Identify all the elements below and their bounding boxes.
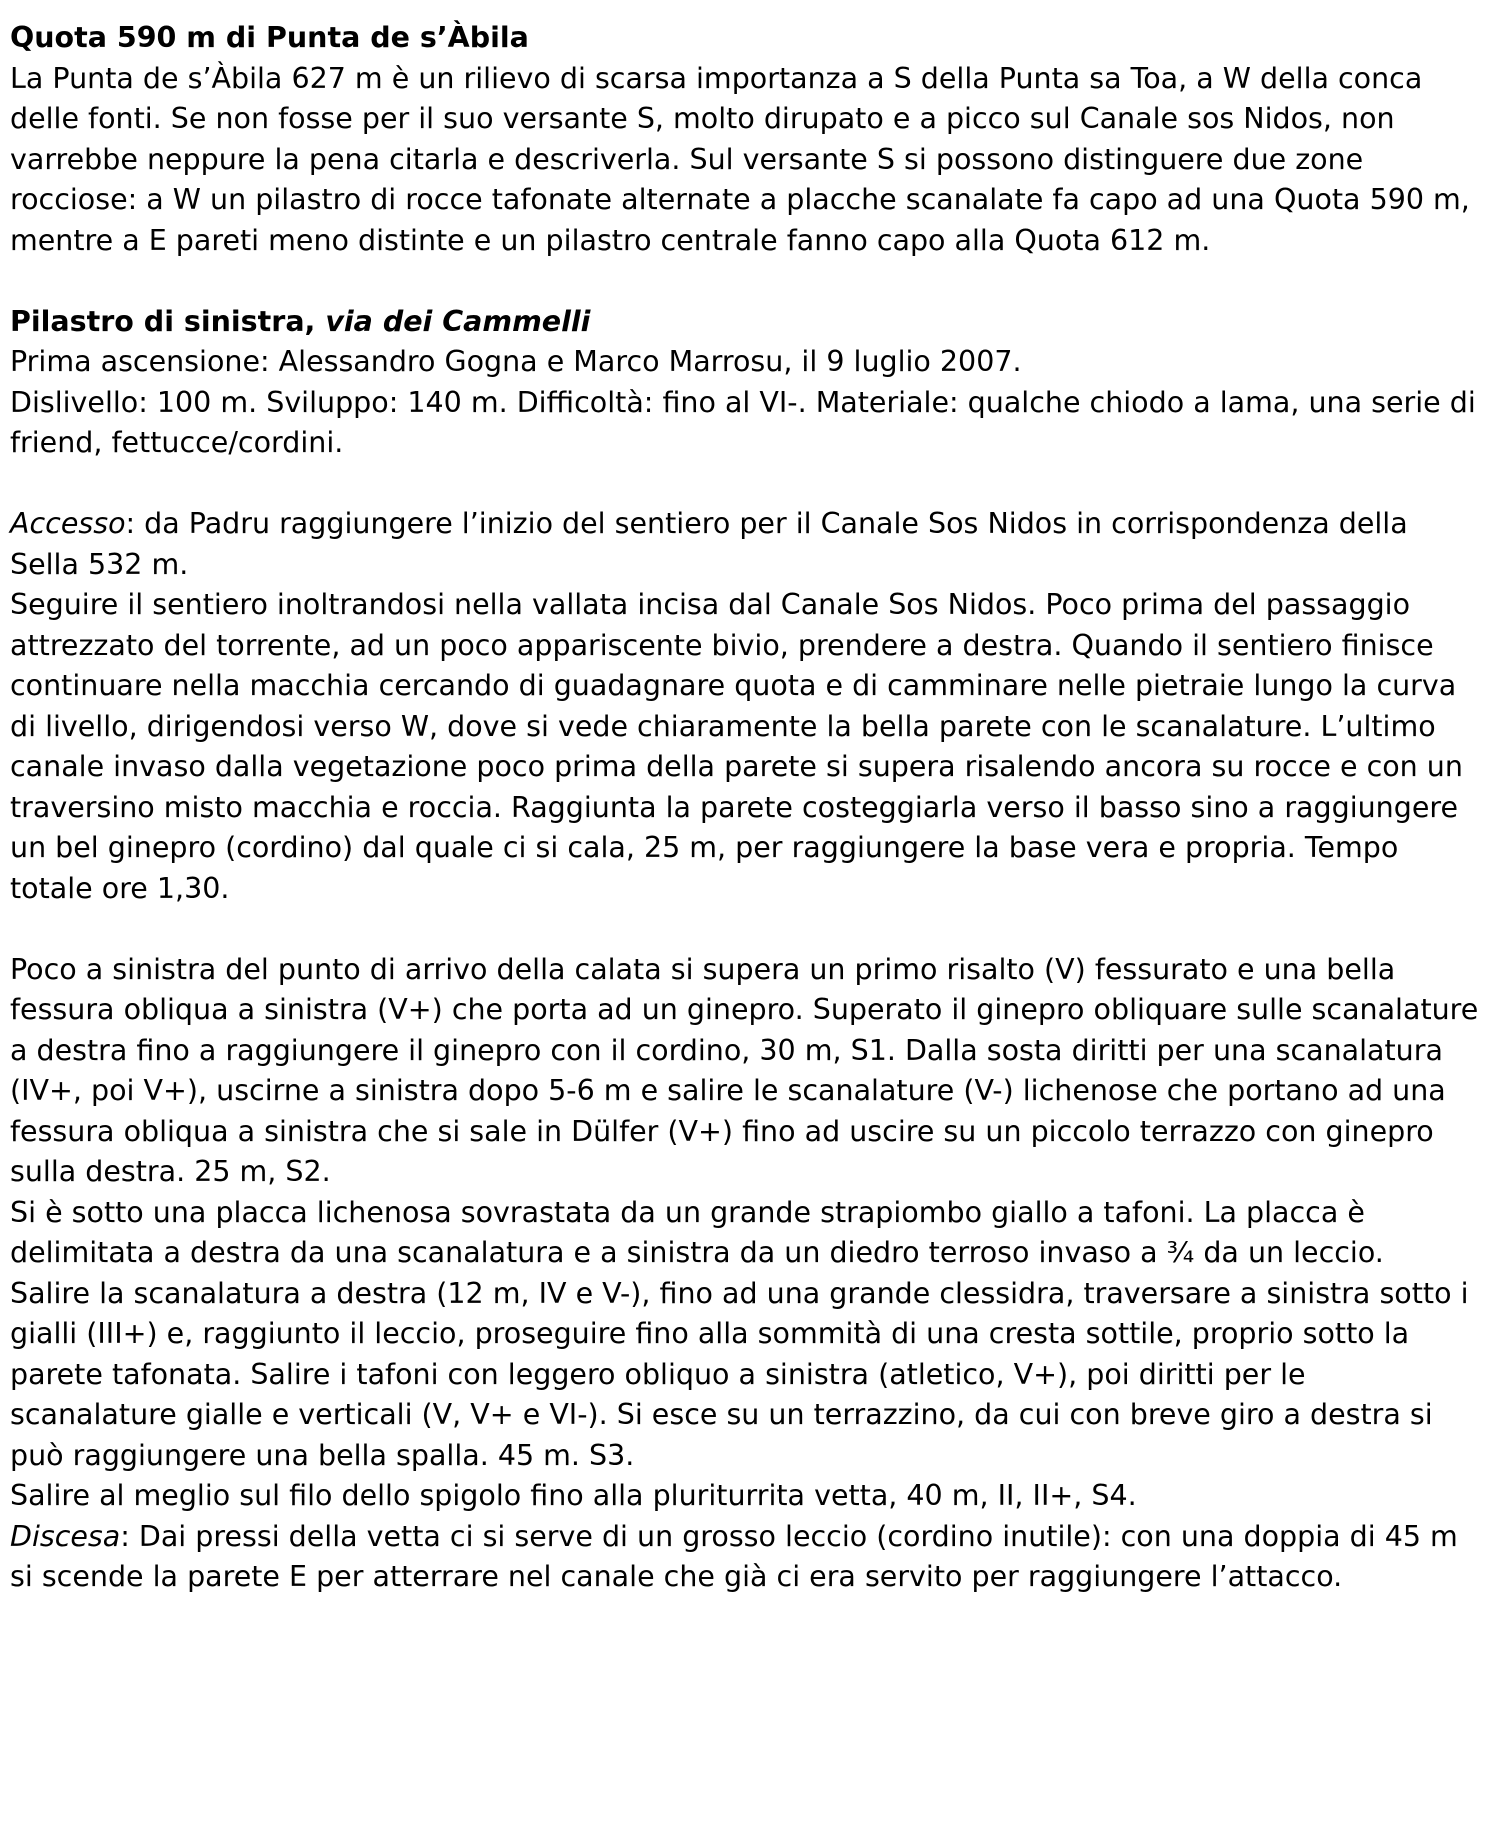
spacer [10, 261, 1480, 302]
route-stats: Dislivello: 100 m. Sviluppo: 140 m. Difficoltà: fino al VI-. Materiale: qualche chiodo a lama, una serie di friend, fettucce/cordini. [10, 385, 1476, 459]
pitch-4-paragraph: Salire al meglio sul filo dello spigolo fino alla pluriturrita vetta, 40 m, II, II+, S4. [10, 1479, 1137, 1512]
descent-text: : Dai pressi della vetta ci si serve di un grosso leccio (cordino inutile): con una doppia di 45 m si scende la parete E per atterrare nel canale che già ci era servito per raggiungere l’attacco. [10, 1519, 1458, 1593]
route-name: via dei Cammelli [325, 304, 591, 338]
section-title-quota-590: Quota 590 m di Punta de s’Àbila [10, 21, 529, 54]
spacer [10, 909, 1480, 950]
route-title [10, 302, 1480, 343]
pitch-1-2-paragraph: Poco a sinistra del punto di arrivo della calata si supera un primo risalto (V) fessurato e una bella fessura obliqua a sinistra (V+) che porta ad un ginepro. Superato il ginepro obliquare sulle scanalature a destra fino a raggiungere il ginepro con il cordino, 30 m, S1. Dalla sosta diritti per una scanalatura (IV+, poi V+), uscirne a sinistra dopo 5-6 m e salire le scanalature (V-) lichenose che portano ad una fessura obliqua a sinistra che si sale in Dülfer (V+) fino ad uscire su un piccolo terrazzo con ginepro sulla destra. 25 m, S2. [10, 952, 1479, 1188]
spacer [10, 464, 1480, 505]
route-title-main: Pilastro di sinistra, [10, 304, 326, 338]
descent-label: Discesa [10, 1519, 121, 1553]
placca-paragraph: Si è sotto una placca lichenosa sovrastata da un grande strapiombo giallo a tafoni. La placca è delimitata a destra da una scanalatura e a sinistra da un diedro terroso invaso a ¾ da un leccio. [10, 1195, 1384, 1269]
access-paragraph [10, 504, 1480, 585]
pitch-3-paragraph: Salire la scanalatura a destra (12 m, IV e V-), fino ad una grande clessidra, traversare a sinistra sotto i gialli (III+) e, raggiunto il leccio, proseguire fino alla sommità di una cresta sottile, proprio sotto la parete tafonata. Salire i tafoni con leggero obliquo a sinistra (atletico, V+), poi diritti per le scanalature gialle e verticali (V, V+ e VI-). Si esce su un terrazzino, da cui con breve giro a destra si può raggiungere una bella spalla. 45 m. S3. [10, 1276, 1469, 1472]
descent-paragraph [10, 1517, 1480, 1598]
first-ascent: Prima ascensione: Alessandro Gogna e Marco Marrosu, il 9 luglio 2007. [10, 345, 1022, 378]
access-text: : da Padru raggiungere l’inizio del sentiero per il Canale Sos Nidos in corrispondenza della Sella 532 m. [10, 507, 1408, 581]
access-label: Accesso [10, 507, 126, 540]
intro-paragraph: La Punta de s’Àbila 627 m è un rilievo di scarsa importanza a S della Punta sa Toa, a W della conca delle fonti. Se non fosse per il suo versante S, molto dirupato e a picco sul Canale sos Nidos, non varrebbe neppure la pena citarla e descriverla. Sul versante S si possono distinguere due zone rocciose: a W un pilastro di rocce tafonate alternate a placche scanalate fa capo ad una Quota 590 m, mentre a E pareti meno distinte e un pilastro centrale fanno capo alla Quota 612 m. [10, 61, 1470, 257]
approach-paragraph: Seguire il sentiero inoltrandosi nella vallata incisa dal Canale Sos Nidos. Poco prima del passaggio attrezzato del torrente, ad un poco appariscente bivio, prendere a destra. Quando il sentiero finisce continuare nella macchia cercando di guadagnare quota e di camminare nelle pietraie lungo la curva di livello, dirigendosi verso W, dove si vede chiaramente la bella parete con le scanalature. L’ultimo canale invaso dalla vegetazione poco prima della parete si supera risalendo ancora su rocce e con un traversino misto macchia e roccia. Raggiunta la parete costeggiarla verso il basso sino a raggiungere un bel ginepro (cordino) dal quale ci si cala, 25 m, per raggiungere la base vera e propria. Tempo totale ore 1,30. [10, 588, 1463, 905]
